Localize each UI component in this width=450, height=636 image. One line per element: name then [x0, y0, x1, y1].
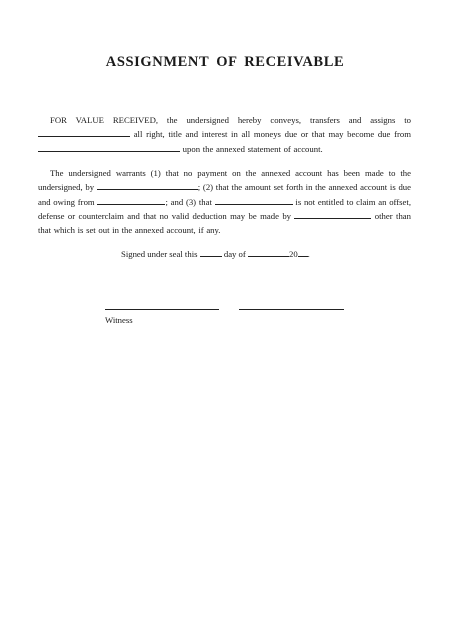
assignee-blank[interactable]: [38, 127, 130, 137]
month-blank[interactable]: [248, 247, 289, 257]
payer-blank[interactable]: [97, 180, 198, 190]
signed-text-b: day of: [221, 249, 248, 259]
para2-text-a: The undersigned warrants (1) that no payment on the annexed account has been made to the undersigned, by: [38, 168, 411, 193]
signed-text-d: .: [307, 249, 310, 259]
signed-under-seal-line: [121, 247, 310, 261]
signed-text-a: Signed under seal this: [121, 249, 200, 259]
deduction-party-blank[interactable]: [294, 209, 371, 219]
para1-text-b: all right, title and interest in all moneys due or that may become due from: [130, 129, 411, 140]
debtor-blank[interactable]: [38, 142, 180, 152]
para2-text-d: is not entitled to claim an offset, defense or counterclaim and that no valid deduction may be made by: [38, 196, 411, 222]
document-title: ASSIGNMENT OF RECEIVABLE: [105, 54, 345, 70]
para2-text-e: other than that which is set out in the annexed account, if any.: [38, 211, 412, 235]
assignor-signature-line[interactable]: [239, 309, 344, 310]
owing-party-blank[interactable]: [97, 195, 165, 205]
para1-text-c: upon the annexed statement of account.: [180, 143, 323, 154]
year-blank[interactable]: [298, 247, 308, 257]
witness-signature-line[interactable]: [105, 309, 219, 310]
signed-text-c: 20: [288, 249, 298, 259]
witness-label: Witness: [105, 315, 133, 325]
claimant-blank[interactable]: [215, 195, 293, 205]
para1-text-a: FOR VALUE RECEIVED, the undersigned hereby conveys, transfers and assigns to: [50, 115, 411, 125]
para2-text-b: ; (2) that the amount set forth in the annexed account is due and owing from: [38, 182, 411, 207]
paragraph-warranties: [38, 167, 411, 237]
paragraph-value-received: [38, 114, 411, 156]
para2-text-c: ; and (3) that: [165, 196, 215, 207]
day-blank[interactable]: [200, 247, 222, 257]
